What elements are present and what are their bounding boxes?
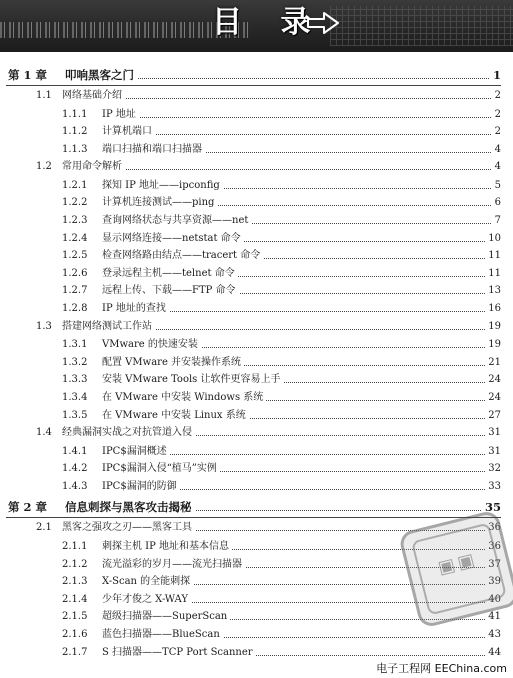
toc-entry-sub [0, 339, 513, 352]
toc-entry-sub [0, 446, 513, 459]
toc-entry-title: IP 地址 [102, 109, 139, 121]
toc-entry-title: 安装 VMware Tools 让软件更容易上手 [102, 374, 283, 386]
toc-entry-page-number: 39 [485, 576, 501, 588]
toc-entry-number: 1.3.5 [62, 409, 88, 421]
toc-entry-sub [0, 285, 513, 298]
toc-entry-title: S 扫描器——TCP Port Scanner [102, 647, 256, 659]
toc-entry-chapter [0, 500, 513, 514]
toc-entry-number: 第 2 章 [8, 500, 48, 515]
toc-entry-page-number: 16 [485, 303, 501, 315]
toc-entry-page-number: 4 [492, 161, 501, 173]
toc-entry-sub [0, 463, 513, 476]
toc-entry-page-number: 44 [485, 647, 501, 659]
toc-entry-page-number: 36 [485, 522, 501, 534]
toc-entry-page-number: 2 [492, 126, 501, 138]
toc-entry-page-number: 19 [485, 339, 501, 351]
toc-entry-title: 黑客之强攻之刃——黑客工具 [62, 522, 195, 534]
toc-entry-title: 叩响黑客之门 [65, 68, 137, 82]
toc-entry-title: 远程上传、下载——FTP 命令 [102, 285, 239, 297]
toc-entry-number: 1.2.7 [62, 285, 88, 297]
toc-entry-number: 2.1.5 [62, 611, 88, 623]
toc-entry-page-number: 24 [485, 392, 501, 404]
toc-entry-number: 2.1.1 [62, 540, 88, 552]
toc-entry-title: 经典漏洞实战之对抗管道入侵 [62, 427, 195, 439]
toc-entry-page-number: 4 [492, 144, 501, 156]
toc-entry-title: 信息刺探与黑客攻击揭秘 [65, 500, 195, 514]
toc-entry-sub [0, 357, 513, 370]
toc-entry-number: 1.1.1 [62, 108, 88, 120]
toc-entry-page-number: 37 [485, 559, 501, 571]
toc-entry-number: 1.3.4 [62, 391, 88, 403]
toc-entry-number: 2.1.7 [62, 646, 88, 658]
toc-entry-section [0, 161, 513, 174]
toc-entry-number: 2.1 [36, 522, 52, 534]
toc-entry-page-number: 2 [492, 90, 501, 102]
toc-entry-page-number: 6 [492, 197, 501, 209]
toc-entry-sub [0, 303, 513, 316]
toc-entry-sub [0, 268, 513, 281]
toc-entry-sub [0, 647, 513, 660]
toc-entry-title: 端口扫描和端口扫描器 [102, 144, 205, 156]
toc-entry-number: 2.1.3 [62, 576, 88, 588]
toc-entry-section [0, 321, 513, 334]
toc-entry-page-number: 31 [485, 446, 501, 458]
toc-entry-title: IPC$漏洞概述 [102, 446, 170, 458]
toc-entry-title: 蓝色扫描器——BlueScan [102, 629, 223, 641]
toc-entry-number: 第 1 章 [8, 68, 48, 82]
toc-entry-number: 1.2.1 [62, 179, 88, 191]
toc-entry-page-number: 31 [485, 427, 501, 439]
toc-dot-leader [62, 169, 495, 170]
toc-entry-sub [0, 197, 513, 210]
arrow-right-icon [306, 11, 340, 35]
toc-entry-sub [0, 481, 513, 494]
toc-entry-page-number: 19 [485, 321, 501, 333]
toc-entry-sub [0, 250, 513, 263]
toc-entry-title: 查询网络状态与共享资源——net [102, 215, 251, 227]
toc-entry-sub [0, 109, 513, 122]
watermark-text: 电子工程网 EEChina.com [376, 662, 507, 675]
toc-entry-number: 1.3.1 [62, 339, 88, 351]
toc-entry-title: IPC$漏洞入侵“植马”实例 [102, 463, 220, 475]
toc-entry-page-number: 24 [485, 374, 501, 386]
toc-dot-leader [62, 98, 495, 99]
toc-dot-leader [102, 134, 495, 135]
toc-entry-page-number: 36 [485, 541, 501, 553]
toc-entry-sub [0, 126, 513, 139]
toc-entry-page-number: 7 [492, 215, 501, 227]
toc-entry-number: 2.1.2 [62, 558, 88, 570]
toc-entry-section [0, 427, 513, 440]
chapter-divider-line [6, 517, 501, 518]
toc-entry-title: 网络基础介绍 [62, 90, 125, 102]
toc-entry-number: 1.2 [36, 161, 52, 173]
toc-entry-page-number: 21 [485, 357, 501, 369]
toc-entry-title: 常用命令解析 [62, 161, 125, 173]
toc-entry-title: 登录远程主机——telnet 命令 [102, 268, 238, 280]
toc-entry-number: 1.2.3 [62, 215, 88, 226]
toc-entry-page-number: 41 [485, 611, 501, 623]
toc-entry-page-number: 32 [485, 463, 501, 475]
toc-entry-number: 1.1.3 [62, 143, 88, 155]
toc-entry-title: 探知 IP 地址——ipconfig [102, 180, 223, 192]
toc-entry-page-number: 27 [485, 410, 501, 422]
toc-entry-title: X-Scan 的全能刺探 [102, 576, 193, 588]
toc-entry-number: 1.3 [36, 320, 52, 332]
toc-entry-sub [0, 374, 513, 387]
toc-entry-number: 2.1.4 [62, 593, 88, 605]
toc-entry-page-number: 1 [490, 68, 501, 82]
toc-entry-number: 1.2.4 [62, 232, 88, 244]
toc-entry-title: 少年才俊之 X-WAY [102, 594, 191, 606]
toc-entry-number: 1.2.2 [62, 197, 88, 209]
toc-entry-number: 2.1.6 [62, 628, 88, 640]
toc-entry-chapter [0, 68, 513, 82]
toc-entry-title: VMware 的快速安装 [102, 339, 201, 351]
toc-entry-page-number: 35 [482, 500, 501, 514]
toc-entry-sub [0, 629, 513, 642]
toc-entry-number: 1.2.5 [62, 250, 88, 262]
toc-entry-page-number: 40 [485, 594, 501, 606]
toc-entry-page-number: 11 [485, 250, 501, 262]
toc-entry-title: 显示网络连接——netstat 命令 [102, 233, 244, 245]
stamp-mark-icon: ▣▣ [435, 548, 480, 579]
toc-entry-number: 1.4.3 [62, 480, 88, 492]
toc-entry-page-number: 11 [485, 268, 501, 280]
toc-dot-leader [102, 117, 495, 118]
page-title: 目 录 [212, 5, 325, 40]
toc-entry-title: 配置 VMware 并安装操作系统 [102, 357, 244, 369]
toc-entry-sub [0, 215, 513, 228]
toc-entry-page-number: 43 [485, 629, 501, 641]
toc-entry-title: 计算机连接测试——ping [102, 197, 217, 209]
toc-entry-sub [0, 392, 513, 405]
toc-entry-number: 1.2.6 [62, 267, 88, 279]
toc-entry-title: 检查网络路由结点——tracert 命令 [102, 250, 263, 262]
toc-entry-title: IP 地址的查找 [102, 303, 169, 315]
toc-entry-number: 1.3.2 [62, 356, 88, 368]
chapter-divider-line [6, 85, 501, 86]
toc-entry-number: 1.3.3 [62, 374, 88, 386]
toc-header-banner [0, 0, 513, 52]
toc-entry-section [0, 90, 513, 103]
toc-entry-title: 超级扫描器——SuperScan [102, 611, 230, 623]
toc-entry-title: 在 VMware 中安装 Windows 系统 [102, 392, 266, 404]
toc-entry-title: 流光溢彩的岁月——流光扫描器 [102, 559, 245, 571]
toc-entry-sub [0, 233, 513, 246]
toc-entry-page-number: 13 [485, 285, 501, 297]
toc-entry-title: 刺探主机 IP 地址和基本信息 [102, 541, 232, 553]
toc-entry-title: 在 VMware 中安装 Linux 系统 [102, 410, 249, 422]
toc-entry-title: IPC$漏洞的防御 [102, 481, 180, 493]
toc-entry-page-number: 5 [492, 180, 501, 192]
toc-entry-number: 1.4.2 [62, 463, 88, 475]
toc-entry-number: 1.1 [36, 90, 52, 101]
toc-entry-sub [0, 410, 513, 423]
toc-entry-sub [0, 180, 513, 193]
toc-entry-page-number: 10 [485, 233, 501, 245]
header-decoration-grid [330, 6, 513, 46]
toc-entry-number: 1.4 [36, 427, 52, 439]
toc-entry-page-number: 33 [485, 481, 501, 493]
toc-entry-number: 1.4.1 [62, 445, 88, 457]
toc-entry-number: 1.1.2 [62, 126, 88, 138]
toc-entry-title: 计算机端口 [102, 126, 155, 138]
toc-entry-title: 搭建网络测试工作站 [62, 321, 155, 333]
toc-entry-number: 1.2.8 [62, 303, 88, 314]
toc-entry-sub [0, 144, 513, 157]
toc-entry-page-number: 2 [492, 109, 501, 121]
